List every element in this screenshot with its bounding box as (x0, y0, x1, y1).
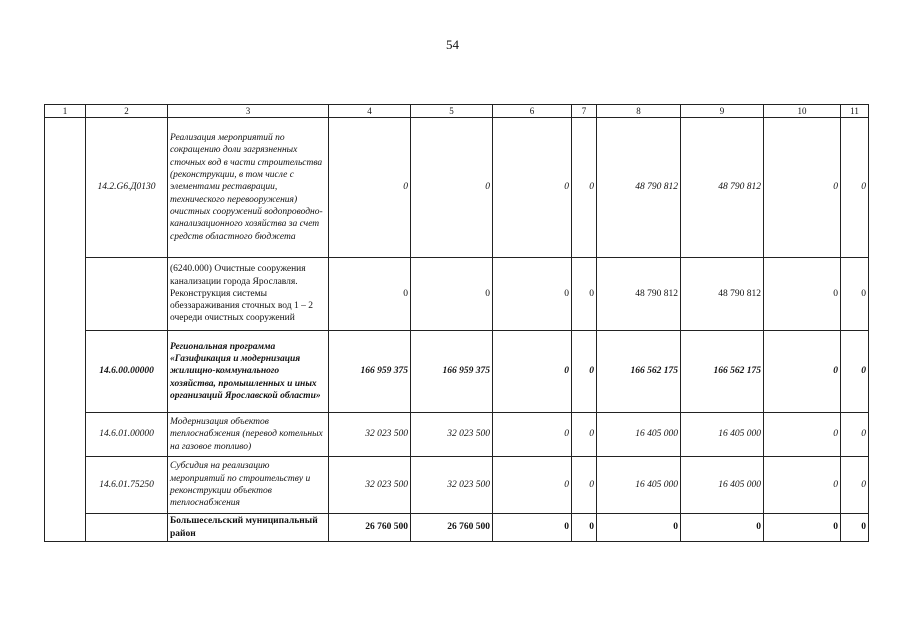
value-cell: 166 959 375 (411, 331, 493, 413)
value-cell: 26 760 500 (329, 514, 411, 542)
column-number-row (45, 105, 869, 118)
row-index-cell (45, 118, 86, 542)
page-number: 54 (446, 37, 459, 52)
column-header: 3 (168, 105, 329, 118)
code-cell (86, 514, 168, 542)
column-header: 8 (597, 105, 681, 118)
value-cell: 0 (493, 118, 572, 258)
value-cell: 0 (841, 514, 869, 542)
value-cell: 32 023 500 (329, 413, 411, 457)
value-cell: 0 (764, 118, 841, 258)
value-cell: 48 790 812 (597, 258, 681, 331)
value-cell: 166 562 175 (681, 331, 764, 413)
value-cell: 0 (329, 118, 411, 258)
column-header: 6 (493, 105, 572, 118)
value-cell: 48 790 812 (681, 118, 764, 258)
description-cell: Реализация мероприятий по сокращению доли загрязненных сточных вод в части строительства (реконструкции, в том числе с элементами реставрации, технического перевооружения) очистных сооружений водопроводно-канализационного хозяйства за счет средств областного бюджета (168, 118, 329, 258)
value-cell: 0 (572, 258, 597, 331)
column-header: 9 (681, 105, 764, 118)
table-row (45, 413, 869, 457)
code-cell: 14.2.G6.Д0130 (86, 118, 168, 258)
value-cell: 0 (493, 258, 572, 331)
value-cell: 0 (411, 258, 493, 331)
code-cell (86, 258, 168, 331)
table-row (45, 118, 869, 258)
value-cell: 0 (764, 258, 841, 331)
budget-table (44, 104, 869, 542)
value-cell: 0 (493, 413, 572, 457)
table-row (45, 331, 869, 413)
code-cell: 14.6.01.00000 (86, 413, 168, 457)
value-cell: 0 (493, 514, 572, 542)
value-cell: 32 023 500 (411, 413, 493, 457)
value-cell: 0 (681, 514, 764, 542)
column-header: 2 (86, 105, 168, 118)
value-cell: 0 (841, 413, 869, 457)
code-cell: 14.6.01.75250 (86, 457, 168, 514)
value-cell: 26 760 500 (411, 514, 493, 542)
value-cell: 0 (597, 514, 681, 542)
value-cell: 48 790 812 (681, 258, 764, 331)
code-cell: 14.6.00.00000 (86, 331, 168, 413)
value-cell: 16 405 000 (597, 457, 681, 514)
description-cell: Модернизация объектов теплоснабжения (перевод котельных на газовое топливо) (168, 413, 329, 457)
description-cell: Большесельский муниципальный район (168, 514, 329, 542)
value-cell: 0 (764, 457, 841, 514)
value-cell: 0 (493, 331, 572, 413)
value-cell: 0 (572, 118, 597, 258)
column-header: 7 (572, 105, 597, 118)
value-cell: 0 (764, 331, 841, 413)
value-cell: 0 (572, 514, 597, 542)
description-cell: (6240.000) Очистные сооружения канализации города Ярославля. Реконструкция системы обеззараживания сточных вод 1 – 2 очереди очистных сооружений (168, 258, 329, 331)
value-cell: 0 (572, 331, 597, 413)
value-cell: 16 405 000 (681, 413, 764, 457)
value-cell: 16 405 000 (681, 457, 764, 514)
column-header: 10 (764, 105, 841, 118)
value-cell: 0 (764, 514, 841, 542)
column-header: 1 (45, 105, 86, 118)
table-row (45, 457, 869, 514)
value-cell: 0 (572, 413, 597, 457)
value-cell: 0 (841, 118, 869, 258)
value-cell: 32 023 500 (329, 457, 411, 514)
value-cell: 48 790 812 (597, 118, 681, 258)
description-cell: Субсидия на реализацию мероприятий по строительству и реконструкции объектов теплоснабжения (168, 457, 329, 514)
value-cell: 0 (572, 457, 597, 514)
value-cell: 16 405 000 (597, 413, 681, 457)
column-header: 11 (841, 105, 869, 118)
description-cell: Региональная программа «Газификация и модернизация жилищно-коммунального хозяйства, промышленных и иных организаций Ярославской области» (168, 331, 329, 413)
value-cell: 0 (493, 457, 572, 514)
table-row (45, 258, 869, 331)
value-cell: 0 (841, 258, 869, 331)
value-cell: 166 959 375 (329, 331, 411, 413)
column-header: 5 (411, 105, 493, 118)
value-cell: 0 (411, 118, 493, 258)
value-cell: 0 (841, 331, 869, 413)
column-header: 4 (329, 105, 411, 118)
value-cell: 0 (329, 258, 411, 331)
value-cell: 0 (764, 413, 841, 457)
value-cell: 166 562 175 (597, 331, 681, 413)
table-row (45, 514, 869, 542)
value-cell: 32 023 500 (411, 457, 493, 514)
value-cell: 0 (841, 457, 869, 514)
